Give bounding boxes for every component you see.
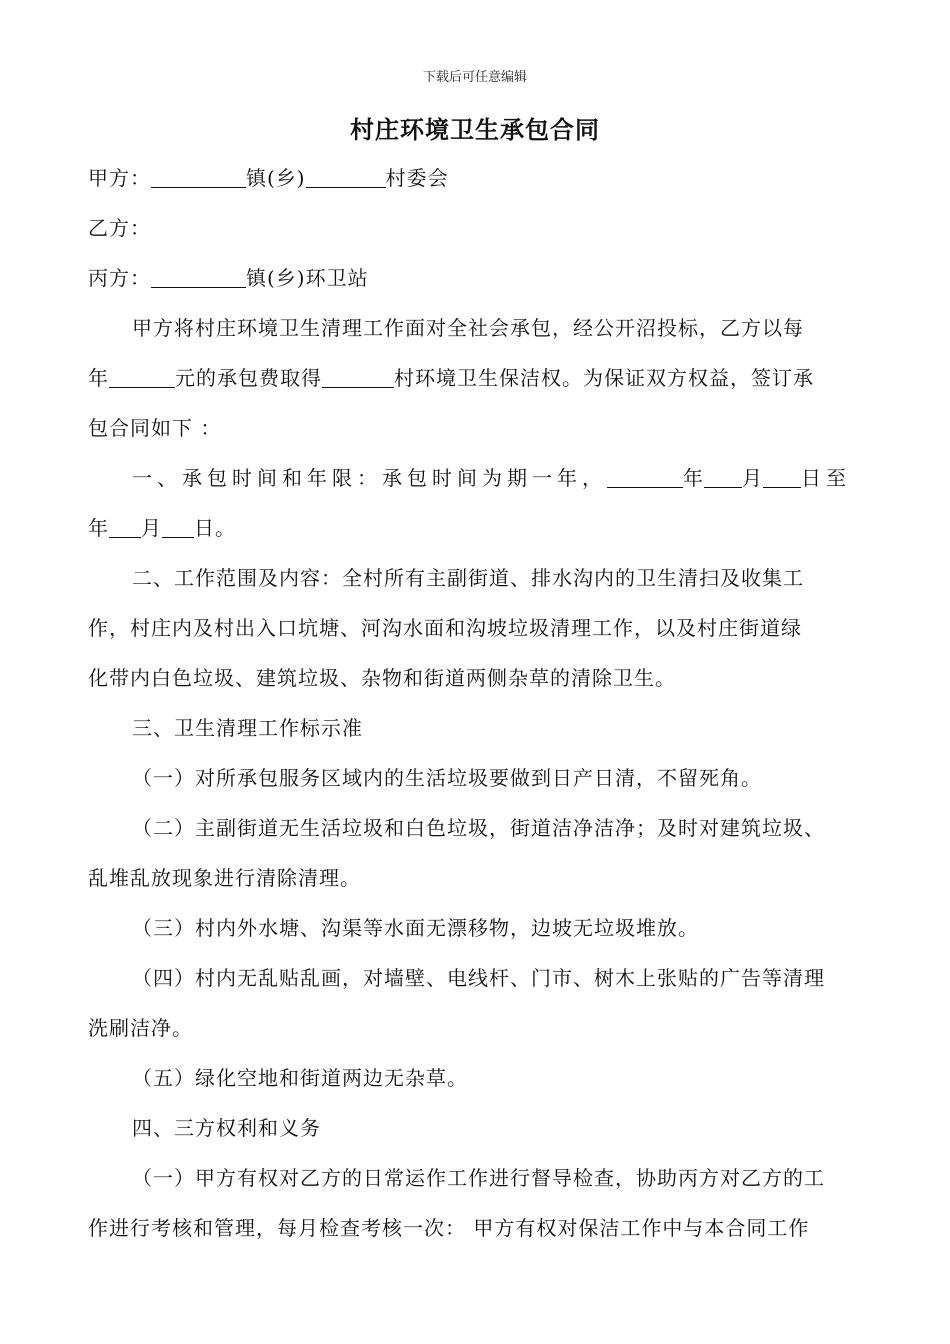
document-title: 村庄环境卫生承包合同 [350,115,600,144]
intro-line-3: 包合同如下 ： [88,416,222,440]
section-3-item-2-line-1: （二）主副街道无生活垃圾和白色垃圾，街道洁净洁净；及时对建筑垃圾、 [132,816,825,840]
end-month-label: 月 [141,516,162,540]
fee-blank [109,367,175,388]
section-2-line-1: 二、工作范围及内容：全村所有主副街道、排水沟内的卫生清扫及收集工 [132,566,804,590]
party-c-station-label: 镇(乡)环卫站 [246,266,369,290]
section-4-heading: 四、三方权利和义务 [132,1116,321,1140]
section-1-heading: 一、承包时间和年限：承包时间为期一年， [132,466,607,490]
end-day-label: 日。 [194,516,236,540]
section-1-line-1 [88,462,907,491]
party-a-village-blank [306,167,386,188]
section-3-item-2-line-2: 乱堆乱放现象进行清除清理。 [88,866,361,890]
section-3-heading: 三、卫生清理工作标示准 [132,716,363,740]
section-1-line-2 [88,512,863,541]
village-blank [322,367,394,388]
intro-line-1: 甲方将村庄环境卫生清理工作面对全社会承包，经公开沼投标，乙方以每 [132,316,804,340]
party-a-line [88,162,863,191]
header-note: 下载后可任意编辑 [422,70,527,85]
intro-rights-text: 村环境卫生保洁权。为保证双方权益，签订承 [394,366,814,390]
start-year-label: 年 [683,466,704,490]
party-c-label: 丙方： [88,266,151,290]
start-day-blank [763,467,801,488]
intro-year-label: 年 [88,366,109,390]
section-3-item-5: （五）绿化空地和街道两边无杂草。 [132,1066,468,1090]
party-a-label: 甲方： [88,166,151,190]
section-2-line-3: 化带内白色垃圾、建筑垃圾、杂物和街道两侧杂草的清除卫生。 [88,666,676,690]
start-month-blank [704,467,742,488]
section-2-line-2: 作，村庄内及村出入口坑塘、河沟水面和沟坡垃圾清理工作，以及村庄街道绿 [88,616,802,640]
section-3-item-4-line-1: （四）村内无乱贴乱画，对墙壁、电线杆、门市、树木上张贴的广告等清理 [132,966,825,990]
party-a-town-blank [151,167,246,188]
end-year-label: 年 [88,516,109,540]
intro-line-2 [88,362,863,391]
party-a-committee-label: 村委会 [385,166,449,190]
party-c-line [88,262,863,291]
section-3-item-4-line-2: 洗刷洁净。 [88,1016,193,1040]
party-a-town-label: 镇(乡) [246,166,306,190]
end-month-blank [109,517,141,538]
party-b-line [88,212,863,241]
section-3-item-3: （三）村内外水塘、沟渠等水面无漂移物，边坡无垃圾堆放。 [132,916,699,940]
party-c-town-blank [151,267,246,288]
section-4-item-1-line-2: 作进行考核和管理，每月检查考核一次： 甲方有权对保洁工作中与本合同工作 [88,1216,810,1240]
intro-fee-text: 元的承包费取得 [175,366,322,390]
end-day-blank [162,517,194,538]
start-day-label: 日至 [801,466,851,490]
section-3-item-1: （一）对所承包服务区域内的生活垃圾要做到日产日清，不留死角。 [132,766,762,790]
party-b-label: 乙方： [88,216,151,240]
start-month-label: 月 [742,466,763,490]
section-4-item-1-line-1: （一）甲方有权对乙方的日常运作工作进行督导检查，协助丙方对乙方的工 [132,1166,825,1190]
start-year-blank [607,467,683,488]
